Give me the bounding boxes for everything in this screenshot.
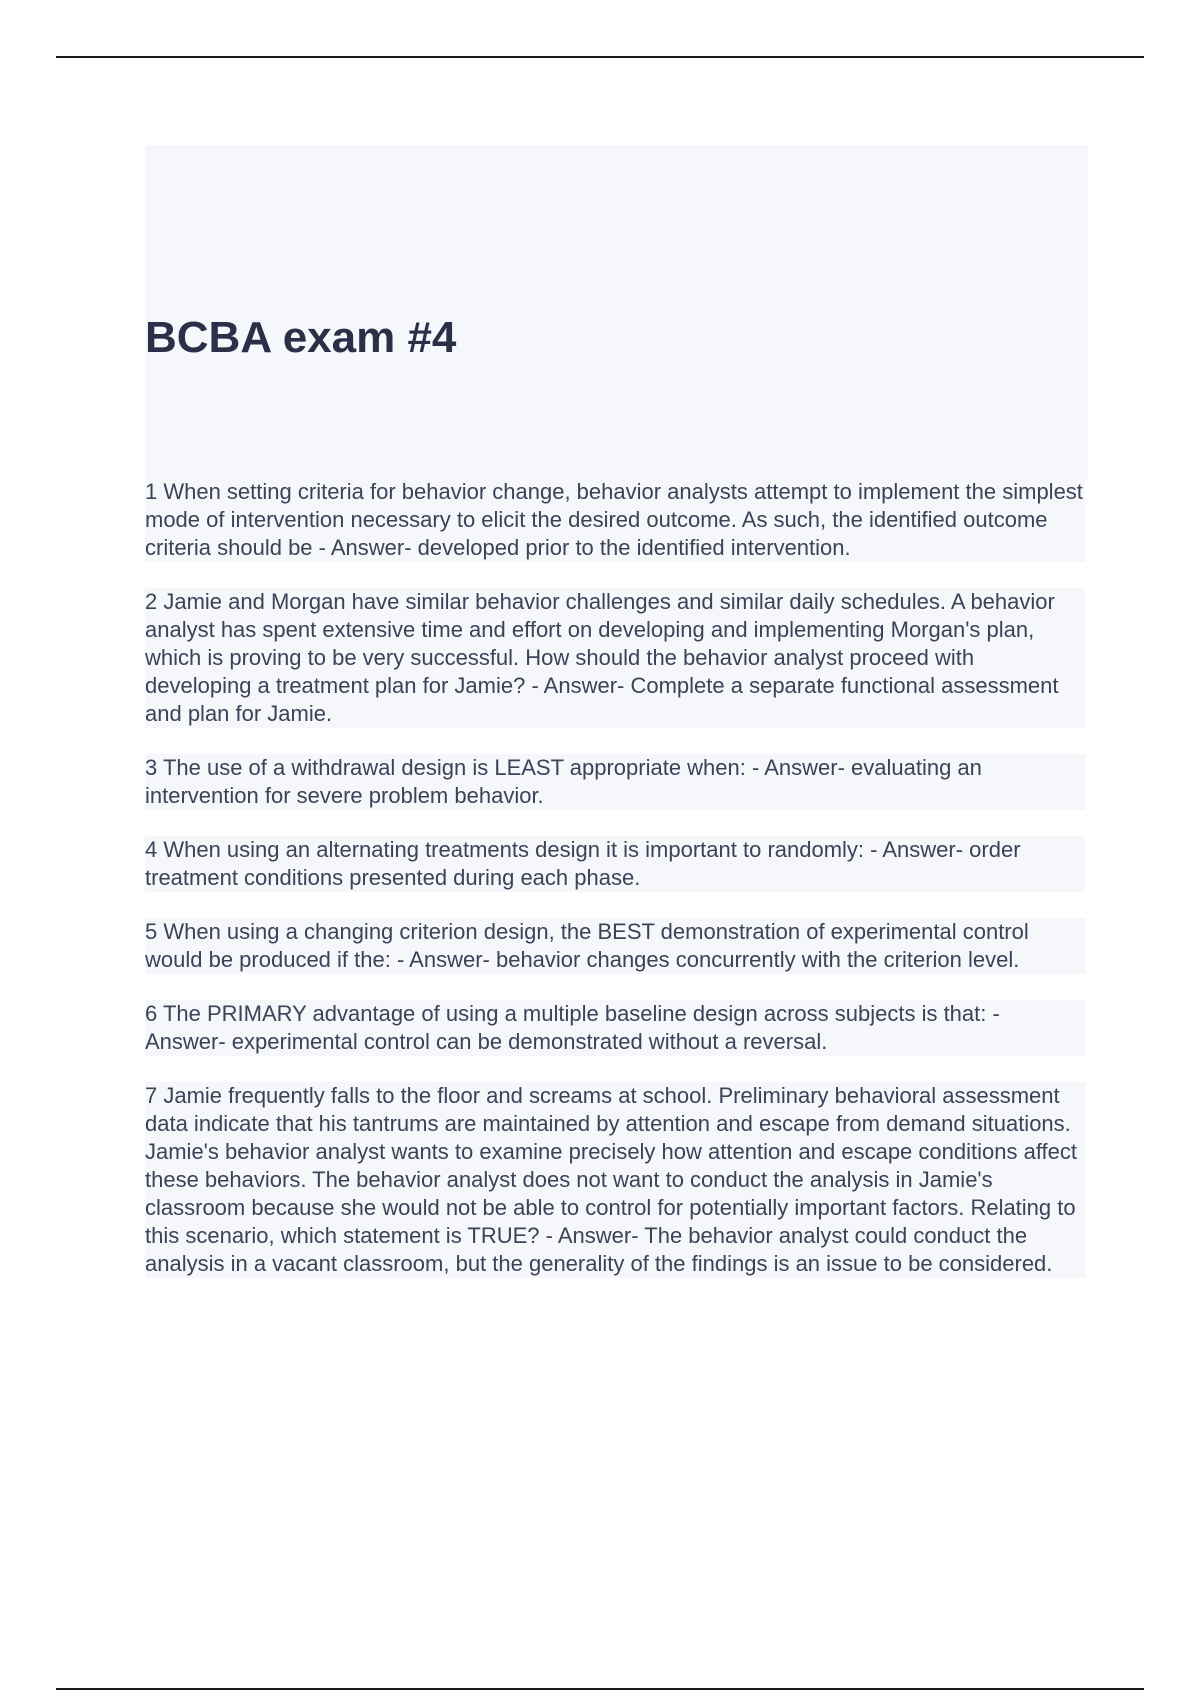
question-7: 7 Jamie frequently falls to the floor and screams at school. Preliminary behavioral assessment data indicate that his tantrums are maintained by attention and escape from demand situations. Jamie's behavior analyst wants to examine precisely how attention and escape conditions affect these behaviors. The behavior analyst does not want to conduct the analysis in Jamie's classroom because she would not be able to control for potentially important factors. Relating to this scenario, which statement is TRUE? - Answer- The behavior analyst could conduct the analysis in a vacant classroom, but the generality of the findings is an issue to be considered. (145, 1082, 1085, 1278)
question-2: 2 Jamie and Morgan have similar behavior challenges and similar daily schedules. A behavior analyst has spent extensive time and effort on developing and implementing Morgan's plan, which is proving to be very successful. How should the behavior analyst proceed with developing a treatment plan for Jamie? - Answer- Complete a separate functional assessment and plan for Jamie. (145, 588, 1085, 728)
document-title: BCBA exam #4 (145, 313, 457, 362)
question-1: 1 When setting criteria for behavior change, behavior analysts attempt to implement the simplest mode of intervention necessary to elicit the desired outcome. As such, the identified outcome criteria should be - Answer- developed prior to the identified intervention. (145, 478, 1085, 562)
question-5: 5 When using a changing criterion design, the BEST demonstration of experimental control would be produced if the: - Answer- behavior changes concurrently with the criterion level. (145, 918, 1085, 974)
bottom-rule (56, 1688, 1144, 1690)
question-list (145, 478, 1085, 1304)
top-rule (56, 56, 1144, 58)
question-4: 4 When using an alternating treatments design it is important to randomly: - Answer- order treatment conditions presented during each phase. (145, 836, 1085, 892)
question-3: 3 The use of a withdrawal design is LEAST appropriate when: - Answer- evaluating an intervention for severe problem behavior. (145, 754, 1085, 810)
question-6: 6 The PRIMARY advantage of using a multiple baseline design across subjects is that: - Answer- experimental control can be demonstrated without a reversal. (145, 1000, 1085, 1056)
